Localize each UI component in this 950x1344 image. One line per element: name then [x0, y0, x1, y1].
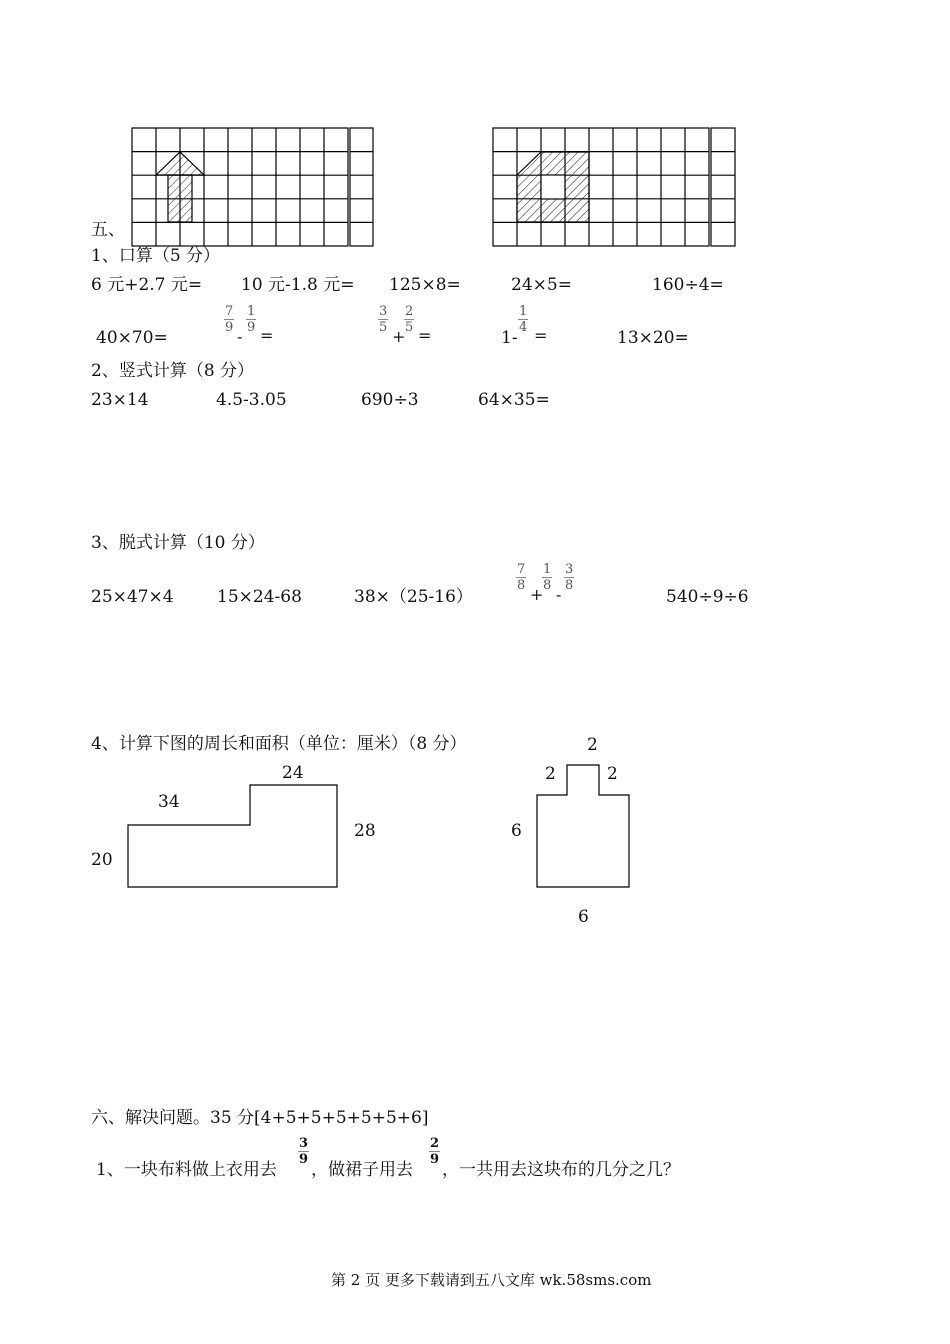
shape2-bottom-label: 6: [578, 907, 589, 927]
ring-figure: [517, 152, 589, 222]
q1-text-part1: 1、一块布料做上衣用去: [96, 1160, 277, 1180]
fraction: $\frac{1}{4}$: [519, 304, 528, 335]
shape2-top-label: 2: [587, 735, 598, 755]
equals: =: [534, 326, 548, 345]
oral-item: 125×8=: [389, 275, 461, 295]
fraction: $\frac{2}{9}$: [430, 1136, 440, 1167]
stepwise-item: 25×47×4: [91, 587, 174, 607]
oral-item: 6 元+2.7 元=: [91, 275, 203, 295]
operator: +: [530, 585, 544, 604]
fraction: $\frac{1}{9}$: [247, 304, 256, 335]
vertical-item: 690÷3: [361, 390, 419, 410]
fraction: $\frac{3}{9}$: [299, 1136, 309, 1167]
equals: =: [418, 326, 432, 345]
vertical-calc-title: 2、竖式计算（8 分）: [91, 361, 255, 381]
shape1-step-label: 34: [158, 792, 180, 812]
page-footer: 第 2 页 更多下载请到五八文库 wk.58sms.com: [331, 1271, 652, 1289]
q1-text-part3: ，一共用去这块布的几分之几？: [442, 1160, 680, 1180]
shape1-left-label: 20: [91, 850, 113, 870]
oral-item: 40×70=: [96, 328, 168, 348]
fraction: $\frac{3}{5}$: [379, 304, 388, 335]
vertical-item: 64×35=: [478, 390, 550, 410]
right-grid-side-column: [711, 128, 735, 246]
stepwise-item: 15×24-68: [217, 587, 302, 607]
fraction: $\frac{7}{8}$: [517, 562, 526, 593]
stepwise-item: 540÷9÷6: [666, 587, 749, 607]
stepwise-item: 38×（25-16）: [354, 587, 473, 607]
left-grid: [132, 128, 348, 246]
operator: -: [237, 327, 243, 346]
operator: -: [556, 585, 562, 604]
shape1-top-label: 24: [282, 763, 304, 783]
shape1-right-label: 28: [354, 821, 376, 841]
stepwise-calc-title: 3、脱式计算（10 分）: [91, 533, 265, 553]
vertical-item: 23×14: [91, 390, 149, 410]
oral-item: 24×5=: [511, 275, 572, 295]
section-6-title: 六、解决问题。35 分[4+5+5+5+5+5+6]: [91, 1108, 429, 1128]
vertical-item: 4.5-3.05: [216, 390, 287, 410]
arrow-figure: [156, 152, 204, 222]
oral-item: 10 元-1.8 元=: [241, 275, 355, 295]
shape2-left-small-label: 2: [545, 764, 556, 784]
shape2-side-label: 6: [511, 821, 522, 841]
fraction: $\frac{7}{9}$: [225, 304, 234, 335]
operator: +: [392, 327, 406, 346]
oral-item: 160÷4=: [652, 275, 724, 295]
oral-prefix: 1-: [501, 328, 518, 348]
perimeter-title: 4、计算下图的周长和面积（单位：厘米）（8 分）: [91, 734, 467, 754]
fraction: $\frac{3}{8}$: [565, 562, 574, 593]
oral-calc-title: 1、口算（5 分）: [91, 246, 221, 266]
oral-item: 13×20=: [617, 328, 689, 348]
fraction: $\frac{1}{8}$: [543, 562, 552, 593]
fraction: $\frac{2}{5}$: [405, 304, 414, 335]
q1-text-part2: ，做裙子用去: [311, 1160, 413, 1180]
left-grid-side-column: [350, 128, 373, 246]
equals: =: [260, 326, 274, 345]
section-5-title: 五、: [91, 220, 125, 240]
shape2-right-small-label: 2: [607, 764, 618, 784]
